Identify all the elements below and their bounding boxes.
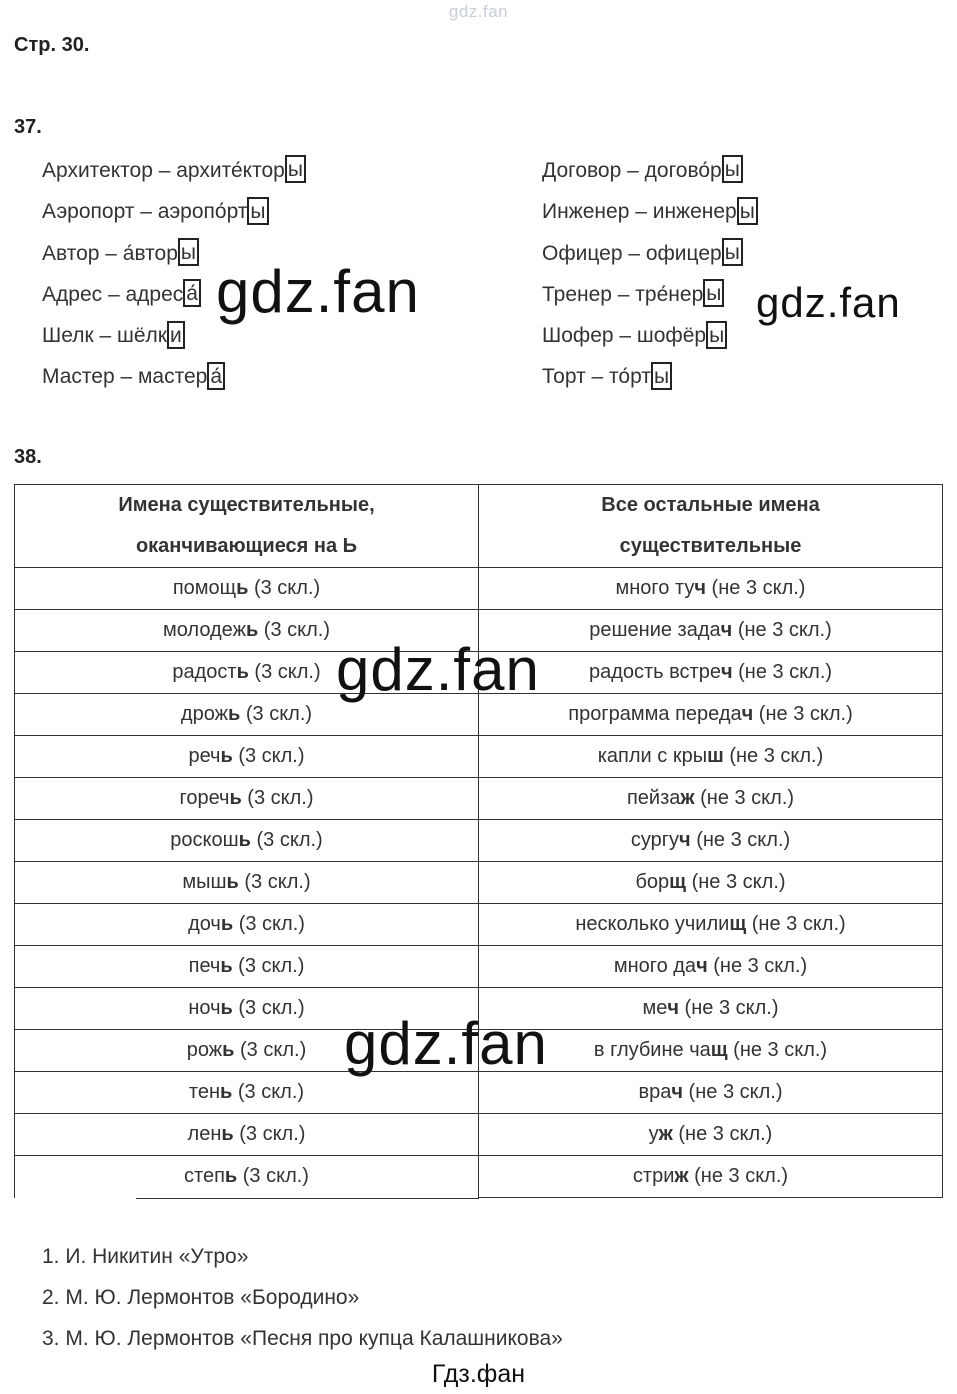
ending-box: ы bbox=[285, 155, 306, 183]
word-pair: Инженер – инженер ы bbox=[542, 191, 758, 232]
source-item: 2. М. Ю. Лермонтов «Бородино» bbox=[42, 1286, 360, 1309]
ending-box: ы bbox=[178, 238, 199, 266]
third-declension-cell: помощь (3 скл.) bbox=[15, 568, 479, 610]
watermark: gdz.fan bbox=[756, 279, 901, 326]
other-declension-cell: сургуч (не 3 скл.) bbox=[479, 820, 943, 862]
other-declension-cell: много туч (не 3 скл.) bbox=[479, 568, 943, 610]
word-pair: Адрес – адрес а́ bbox=[42, 274, 306, 315]
sources-list bbox=[42, 1236, 563, 1359]
third-declension-cell: речь (3 скл.) bbox=[15, 736, 479, 778]
source-item: 1. И. Никитин «Утро» bbox=[42, 1245, 249, 1268]
word-pair: Офицер – офицер ы bbox=[542, 233, 758, 274]
source-item: 3. М. Ю. Лермонтов «Песня про купца Калашникова» bbox=[42, 1327, 563, 1350]
ending-box: ы bbox=[703, 279, 724, 307]
third-declension-cell: ночь (3 скл.) bbox=[15, 988, 479, 1030]
third-declension-cell: лень (3 скл.) bbox=[15, 1114, 479, 1156]
table-row bbox=[15, 1114, 943, 1156]
ending-box: и bbox=[167, 321, 185, 349]
word-pair: Торт – то́рт ы bbox=[542, 356, 758, 397]
third-declension-cell: рожь (3 скл.) bbox=[15, 1030, 479, 1072]
ending-box: а́ bbox=[207, 362, 225, 390]
third-declension-cell: роскошь (3 скл.) bbox=[15, 820, 479, 862]
other-declension-cell: несколько училищ (не 3 скл.) bbox=[479, 904, 943, 946]
word-pair: Мастер – мастер а́ bbox=[42, 356, 306, 397]
other-declension-cell: много дач (не 3 скл.) bbox=[479, 946, 943, 988]
other-declension-cell: врач (не 3 скл.) bbox=[479, 1072, 943, 1114]
table-row bbox=[15, 1156, 943, 1198]
other-declension-cell: программа передач (не 3 скл.) bbox=[479, 694, 943, 736]
ending-box: ы bbox=[722, 238, 743, 266]
table-row bbox=[15, 1072, 943, 1114]
word-pair: Шелк – шёлк и bbox=[42, 315, 306, 356]
third-declension-cell: печь (3 скл.) bbox=[15, 946, 479, 988]
third-declension-cell: радость (3 скл.) bbox=[15, 652, 479, 694]
ending-box: ы bbox=[706, 321, 727, 349]
other-declension-cell: борщ (не 3 скл.) bbox=[479, 862, 943, 904]
declension-table bbox=[14, 484, 943, 1198]
word-pair: Шофер – шофёр ы bbox=[542, 315, 758, 356]
other-declension-cell: стриж (не 3 скл.) bbox=[479, 1156, 943, 1198]
word-pair: Договор – догово́р ы bbox=[542, 150, 758, 191]
other-declension-cell: капли с крыш (не 3 скл.) bbox=[479, 736, 943, 778]
word-pair: Архитектор – архите́ктор ы bbox=[42, 150, 306, 191]
table-row bbox=[15, 904, 943, 946]
ending-box: а́ bbox=[183, 279, 201, 307]
word-pair: Автор – а́втор ы bbox=[42, 233, 306, 274]
word-pair: Аэропорт – аэропо́рт ы bbox=[42, 191, 306, 232]
watermark: gdz.fan bbox=[344, 1010, 548, 1077]
ending-box: ы bbox=[247, 197, 268, 225]
table-row bbox=[15, 820, 943, 862]
table-row bbox=[15, 736, 943, 778]
footer-watermark: Гдз.фан bbox=[431, 1360, 526, 1388]
exercise-37-number: 37. bbox=[14, 116, 42, 138]
table-row bbox=[15, 568, 943, 610]
ending-box: ы bbox=[651, 362, 672, 390]
table-row bbox=[15, 778, 943, 820]
table-bottom-rule bbox=[136, 1198, 479, 1199]
third-declension-cell: горечь (3 скл.) bbox=[15, 778, 479, 820]
third-declension-cell: дочь (3 скл.) bbox=[15, 904, 479, 946]
other-declension-cell: радость встреч (не 3 скл.) bbox=[479, 652, 943, 694]
top-watermark: gdz.fan bbox=[448, 2, 509, 21]
other-declension-cell: пейзаж (не 3 скл.) bbox=[479, 778, 943, 820]
watermark: gdz.fan bbox=[336, 636, 540, 703]
third-declension-cell: молодежь (3 скл.) bbox=[15, 610, 479, 652]
other-declension-cell: меч (не 3 скл.) bbox=[479, 988, 943, 1030]
other-declension-cell: уж (не 3 скл.) bbox=[479, 1114, 943, 1156]
third-declension-cell: степь (3 скл.) bbox=[15, 1156, 479, 1198]
header-right: Все остальные имена существительные bbox=[479, 485, 943, 568]
third-declension-cell: тень (3 скл.) bbox=[15, 1072, 479, 1114]
word-pair: Тренер – тре́нер ы bbox=[542, 274, 758, 315]
ending-box: ы bbox=[737, 197, 758, 225]
watermark: gdz.fan bbox=[216, 258, 420, 325]
table-row bbox=[15, 862, 943, 904]
header-left: Имена существительные, оканчивающиеся на Ь bbox=[15, 485, 479, 568]
page-label: Стр. 30. bbox=[14, 34, 90, 56]
third-declension-cell: мышь (3 скл.) bbox=[15, 862, 479, 904]
ending-box: ы bbox=[722, 155, 743, 183]
other-declension-cell: решение задач (не 3 скл.) bbox=[479, 610, 943, 652]
table-row bbox=[15, 946, 943, 988]
exercise-37-right-column bbox=[542, 150, 758, 398]
other-declension-cell: в глубине чащ (не 3 скл.) bbox=[479, 1030, 943, 1072]
exercise-38-number: 38. bbox=[14, 446, 42, 468]
third-declension-cell: дрожь (3 скл.) bbox=[15, 694, 479, 736]
